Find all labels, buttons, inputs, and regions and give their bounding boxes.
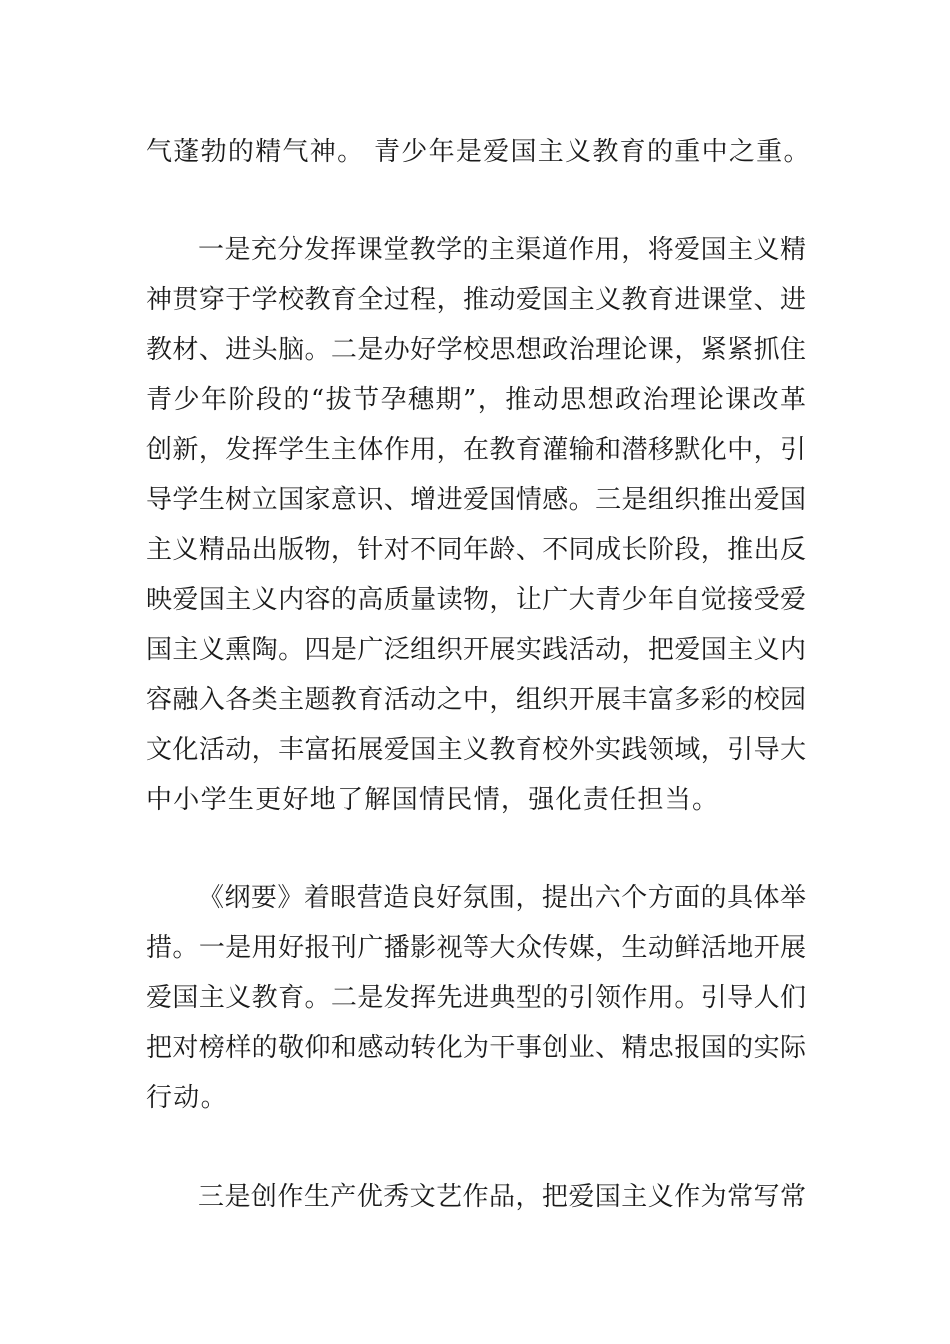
text-line: 行动。 bbox=[146, 1083, 228, 1113]
text-line: 映爱国主义内容的高质量读物，让广大青少年自觉接受爱 bbox=[146, 585, 806, 615]
text-line: 措。一是用好报刊广播影视等大众传媒，生动鲜活地开展 bbox=[146, 933, 806, 963]
text-line: 爱国主义教育。二是发挥先进典型的引领作用。引导人们 bbox=[146, 983, 806, 1013]
text-line: 《纲要》着眼营造良好氛围，提出六个方面的具体举 bbox=[198, 883, 806, 913]
text-line: 一是充分发挥课堂教学的主渠道作用，将爱国主义精 bbox=[198, 235, 806, 265]
text-line: 把对榜样的敬仰和感动转化为干事创业、精忠报国的实际 bbox=[146, 1033, 806, 1063]
text-line: 三是创作生产优秀文艺作品，把爱国主义作为常写常 bbox=[198, 1182, 806, 1212]
text-line: 主义精品出版物，针对不同年龄、不同成长阶段，推出反 bbox=[146, 535, 806, 565]
text-line: 教材、进头脑。二是办好学校思想政治理论课，紧紧抓住 bbox=[146, 335, 806, 365]
text-line: 创新，发挥学生主体作用，在教育灌输和潜移默化中，引 bbox=[146, 435, 806, 465]
text-line: 中小学生更好地了解国情民情，强化责任担当。 bbox=[146, 785, 720, 815]
text-line: 国主义熏陶。四是广泛组织开展实践活动，把爱国主义内 bbox=[146, 635, 806, 665]
text-line: 容融入各类主题教育活动之中，组织开展丰富多彩的校园 bbox=[146, 685, 806, 715]
text-line: 青少年阶段的“拔节孕穗期”，推动思想政治理论课改革 bbox=[146, 385, 806, 415]
text-line: 文化活动，丰富拓展爱国主义教育校外实践领域，引导大 bbox=[146, 735, 806, 765]
text-line: 导学生树立国家意识、增进爱国情感。三是组织推出爱国 bbox=[146, 485, 806, 515]
text-line: 神贯穿于学校教育全过程，推动爱国主义教育进课堂、进 bbox=[146, 285, 806, 315]
text-line: 气蓬勃的精气神。 青少年是爱国主义教育的重中之重。 bbox=[146, 137, 811, 167]
